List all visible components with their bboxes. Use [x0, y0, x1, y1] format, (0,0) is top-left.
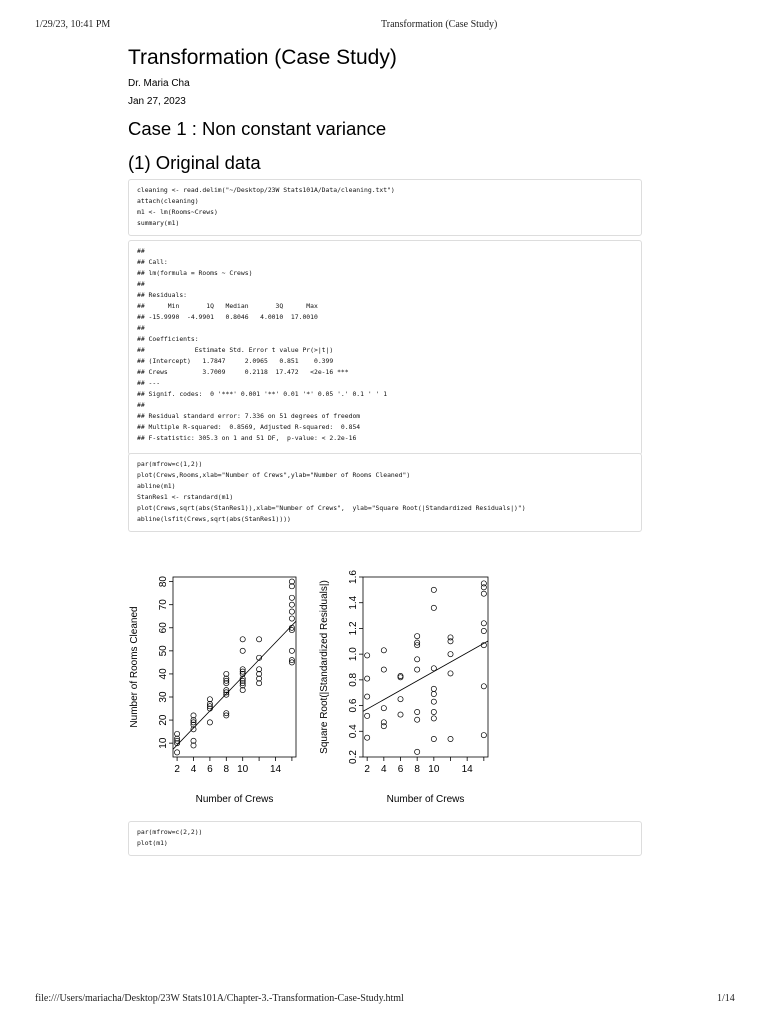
plot2-data-point — [381, 706, 386, 711]
plot2-y-tick-label: 0.2 — [348, 750, 359, 764]
plot2-y-tick-label: 1.4 — [348, 595, 359, 610]
plot2-data-point — [431, 691, 436, 696]
plot1-data-point — [289, 595, 294, 600]
plot1-data-point — [175, 750, 180, 755]
plot2-x-tick-label: 4 — [381, 764, 387, 775]
plot2-data-point — [431, 709, 436, 714]
plot2-data-point — [448, 635, 453, 640]
plot2-data-point — [365, 653, 370, 658]
plot2-data-point — [398, 675, 403, 680]
plot1-x-tick-label: 8 — [223, 764, 230, 775]
scatter-plots-svg — [128, 541, 498, 817]
plot1-y-tick-label: 50 — [158, 645, 169, 657]
plot1-y-tick-label: 30 — [158, 691, 169, 703]
plot2-y-tick-label: 0.8 — [348, 672, 359, 687]
plot1-y-axis-label: Number of Rooms Cleaned — [129, 606, 140, 728]
plot1-data-point — [289, 609, 294, 614]
plot1-y-tick-label: 20 — [158, 714, 169, 726]
plot1-data-point — [257, 637, 262, 642]
plot2-data-point — [398, 712, 403, 717]
plot2-data-point — [415, 709, 420, 714]
plot2-data-point — [415, 657, 420, 662]
plot2-data-point — [431, 686, 436, 691]
plot1-y-tick-label: 70 — [158, 599, 169, 611]
date: Jan 27, 2023 — [128, 96, 186, 107]
plot2-x-tick-label: 14 — [461, 764, 473, 775]
plot1-x-tick-label: 6 — [207, 764, 213, 775]
code-block-plots: par(mfrow=c(1,2)) plot(Crews,Rooms,xlab="Number of Crews",ylab="Number of Rooms Cleaned") abline(m1) StanRes1 <- rstandard(m1) plot(Crews,sqrt(abs(StanRes1)),xlab="Number of Crews", ylab="Square Root(|Standardized Residuals|)") abline(lsfit(Crews,sqrt(abs(StanRes1)))) — [128, 453, 642, 532]
plot1-x-tick-label: 2 — [174, 764, 180, 775]
plot1-data-point — [289, 648, 294, 653]
plot2-data-point — [381, 667, 386, 672]
plot2-data-point — [431, 716, 436, 721]
plot1-data-point — [289, 616, 294, 621]
plot2-y-axis-label: Square Root(|Standardized Residuals|) — [319, 580, 330, 754]
plot2-data-point — [365, 735, 370, 740]
plot2-x-tick-label: 8 — [414, 764, 420, 775]
plot2-data-point — [398, 697, 403, 702]
plot2-data-point — [381, 720, 386, 725]
plot2-data-point — [415, 717, 420, 722]
print-header-datetime: 1/29/23, 10:41 PM — [35, 19, 111, 30]
plot1-y-tick-label: 60 — [158, 622, 169, 634]
plot2-data-point — [448, 652, 453, 657]
author: Dr. Maria Cha — [128, 78, 190, 89]
plot2-x-tick-label: 10 — [428, 764, 440, 775]
plot1-data-point — [240, 648, 245, 653]
plot1-x-tick-label: 14 — [269, 764, 282, 775]
plot2-data-point — [448, 736, 453, 741]
plot2-data-point — [431, 605, 436, 610]
plot2-data-point — [431, 587, 436, 592]
section-heading-case1: Case 1 : Non constant variance — [128, 118, 387, 139]
plot2-data-point — [365, 676, 370, 681]
print-footer-path: file:///Users/mariacha/Desktop/23W Stats101A/Chapter-3.-Transformation-Case-Study.html — [35, 993, 404, 1004]
plot1-y-tick-label: 10 — [158, 737, 169, 749]
plot2-data-point — [415, 749, 420, 754]
plot1-y-tick-label: 40 — [158, 668, 169, 680]
plot2-data-point — [365, 713, 370, 718]
plot2-data-point — [481, 591, 486, 596]
plot2-x-tick-label: 2 — [364, 764, 370, 775]
plot1-x-axis-label: Number of Crews — [195, 794, 274, 805]
section-heading-original-data: (1) Original data — [128, 152, 261, 173]
document-title: Transformation (Case Study) — [128, 46, 397, 69]
code-output-summary: ## ## Call: ## lm(formula = Rooms ~ Crews) ## ## Residuals: ## Min 1Q Median 3Q Max ## -15.9990 -4.9901 0.8046 4.0010 17.0010 ## ## Coefficients: ## Estimate Std. Error t value Pr(>|t|) ## (Intercept) 1.7847 2.0965 0.851 0.399 ## Crews 3.7009 0.2118 17.472 <2e-16 *** ## --- ## Signif. codes: 0 '***' 0.001 '**' 0.01 '*' 0.05 '.' 0.1 ' ' 1 ## ## Residual standard error: 7.336 on 51 degrees of freedom ## Multiple R-squared: 0.8569, Adjusted R-squared: 0.854 ## F-statistic: 305.3 on 1 and 51 DF, p-value: < 2.2e-16 — [128, 240, 642, 455]
plot2-data-point — [365, 694, 370, 699]
plot2-y-tick-label: 1.6 — [348, 570, 359, 584]
plot2-data-point — [481, 684, 486, 689]
plot2-data-point — [381, 648, 386, 653]
plot1-data-point — [207, 720, 212, 725]
plot2-y-tick-label: 1.0 — [348, 647, 359, 662]
plot2-x-axis-label: Number of Crews — [386, 794, 465, 805]
print-header-title: Transformation (Case Study) — [381, 19, 498, 30]
plot2-data-point — [448, 671, 453, 676]
plot1-x-tick-label: 10 — [237, 764, 249, 775]
plot2-data-point — [431, 736, 436, 741]
plot2-frame — [363, 577, 488, 757]
code-block-read-data: cleaning <- read.delim("~/Desktop/23W Stats101A/Data/cleaning.txt") attach(cleaning) m1 <- lm(Rooms~Crews) summary(m1) — [128, 179, 642, 236]
print-footer-page: 1/14 — [717, 993, 735, 1004]
plot1-data-point — [240, 637, 245, 642]
regression-plots-figure — [128, 541, 498, 817]
plot1-data-point — [289, 602, 294, 607]
plot2-data-point — [415, 667, 420, 672]
plot1-y-tick-label: 80 — [158, 576, 169, 588]
plot2-y-tick-label: 1.2 — [348, 621, 359, 636]
plot2-y-tick-label: 0.6 — [348, 698, 359, 713]
plot2-y-tick-label: 0.4 — [348, 724, 359, 739]
code-block-plot-model: par(mfrow=c(2,2)) plot(m1) — [128, 821, 642, 856]
plot2-data-point — [481, 621, 486, 626]
plot2-data-point — [481, 581, 486, 586]
plot2-data-point — [481, 733, 486, 738]
plot2-data-point — [481, 628, 486, 633]
plot1-x-tick-label: 4 — [190, 764, 197, 775]
plot1-fit-line — [173, 621, 296, 749]
plot2-data-point — [398, 673, 403, 678]
plot2-x-tick-label: 6 — [397, 764, 404, 775]
plot2-data-point — [431, 699, 436, 704]
plot2-data-point — [415, 634, 420, 639]
